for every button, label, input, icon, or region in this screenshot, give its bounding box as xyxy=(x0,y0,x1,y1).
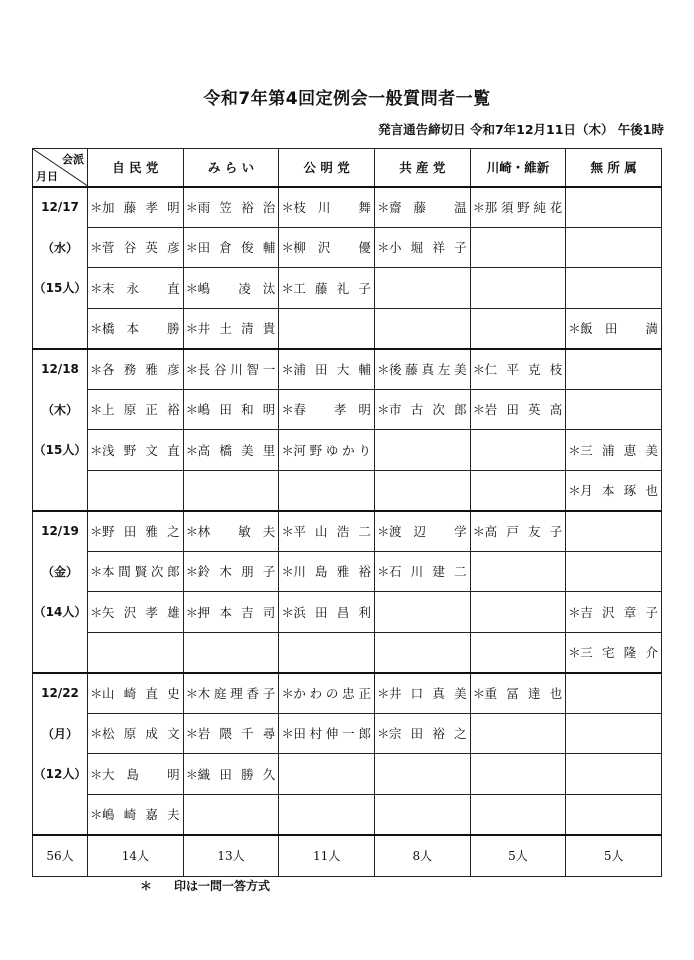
questioner-cell xyxy=(88,470,184,511)
asterisk-icon: ＊ xyxy=(568,321,581,336)
asterisk-icon: ＊ xyxy=(568,604,581,620)
asterisk-icon: ＊ xyxy=(281,442,294,458)
questioner-cell xyxy=(566,632,662,673)
member-name: 田 村 伸 一 郎 xyxy=(293,726,371,742)
questioner-cell xyxy=(374,632,470,673)
corner-date-label: 月日 xyxy=(36,169,58,183)
asterisk-icon: ＊ xyxy=(376,726,390,742)
questioner-cell xyxy=(470,227,566,268)
questioner-cell xyxy=(279,470,375,511)
member-name: 浅 野 文 直 xyxy=(102,442,180,458)
table-row xyxy=(33,349,662,390)
questioner-cell xyxy=(566,673,662,714)
table-row xyxy=(33,673,662,714)
questioner-cell xyxy=(470,713,566,754)
questioner-cell xyxy=(183,430,279,471)
member-name: 嶋 崎 嘉 夫 xyxy=(102,807,180,822)
asterisk-icon: ＊ xyxy=(185,442,199,458)
member-name: 末 永 直 xyxy=(102,280,180,296)
questioner-cell xyxy=(88,308,184,349)
questioner-cell xyxy=(374,349,470,390)
questioner-cell xyxy=(183,511,279,552)
date-cell: （金） xyxy=(33,551,88,592)
questioner-cell xyxy=(374,308,470,349)
questioner-cell xyxy=(374,470,470,511)
date-cell: （木） xyxy=(33,389,88,430)
questioner-cell xyxy=(470,430,566,471)
member-name: 渡 辺 学 xyxy=(388,524,467,539)
questioner-cell xyxy=(88,268,184,309)
questioner-cell xyxy=(183,470,279,511)
asterisk-icon: ＊ xyxy=(185,280,199,296)
questioner-cell xyxy=(88,592,184,633)
corner-cell xyxy=(33,149,88,187)
date-cell xyxy=(33,632,88,673)
member-name: 岩 田 英 高 xyxy=(484,402,563,418)
table-row xyxy=(33,592,662,633)
asterisk-icon: ＊ xyxy=(185,402,199,418)
member-name: 柳 沢 優 xyxy=(293,240,371,256)
questioner-cell xyxy=(88,349,184,390)
questioner-cell xyxy=(374,713,470,754)
asterisk-icon: ＊ xyxy=(281,604,294,620)
total-cell: 56人 xyxy=(33,835,88,877)
asterisk-icon: ＊ xyxy=(185,321,199,336)
questioner-cell xyxy=(183,308,279,349)
asterisk-icon: ＊ xyxy=(472,200,486,215)
questioner-cell xyxy=(374,673,470,714)
questioner-cell xyxy=(183,389,279,430)
party-header: 無 所 属 xyxy=(566,149,662,187)
questioner-cell xyxy=(183,227,279,268)
questioner-cell xyxy=(279,551,375,592)
header-row xyxy=(33,149,662,187)
questioner-cell xyxy=(88,794,184,835)
questioner-cell xyxy=(183,713,279,754)
asterisk-icon: ＊ xyxy=(185,686,199,701)
member-name: 齋 藤 温 xyxy=(388,200,467,215)
questioner-cell xyxy=(183,794,279,835)
total-cell: 8人 xyxy=(374,835,470,877)
corner-party-label: 会派 xyxy=(62,153,84,166)
questioner-cell xyxy=(566,713,662,754)
table-row xyxy=(33,754,662,795)
questioner-cell xyxy=(279,713,375,754)
asterisk-icon: ＊ xyxy=(185,604,199,620)
member-name: 三 浦 恵 美 xyxy=(580,442,658,458)
questioner-cell xyxy=(470,349,566,390)
member-name: 吉 沢 章 子 xyxy=(580,604,658,620)
asterisk-icon: ＊ xyxy=(90,200,103,215)
questioner-cell xyxy=(279,592,375,633)
asterisk-icon: ＊ xyxy=(281,726,294,742)
asterisk-icon: ＊ xyxy=(376,200,390,215)
asterisk-icon: ＊ xyxy=(185,766,199,782)
date-cell: （14人） xyxy=(33,592,88,633)
member-name: 石 川 建 二 xyxy=(388,564,467,580)
asterisk-icon: ＊ xyxy=(376,686,390,701)
questioner-cell xyxy=(566,187,662,228)
member-name: か わ の 忠 正 xyxy=(293,686,371,701)
footnote-text: 印は一問一答方式 xyxy=(174,879,271,893)
asterisk-icon: ＊ xyxy=(90,362,103,377)
member-name: 田 倉 俊 輔 xyxy=(197,240,276,256)
member-name: 川 島 雅 裕 xyxy=(293,564,371,580)
party-header: 共 産 党 xyxy=(374,149,470,187)
questioner-cell xyxy=(470,187,566,228)
questioner-cell xyxy=(470,551,566,592)
member-name: 月 本 琢 也 xyxy=(580,483,658,498)
asterisk-icon: ＊ xyxy=(90,766,103,782)
questioner-cell xyxy=(470,389,566,430)
asterisk-icon: ＊ xyxy=(281,200,294,215)
questioner-cell xyxy=(566,754,662,795)
questioner-cell xyxy=(279,794,375,835)
asterisk-icon: ＊ xyxy=(472,524,486,539)
member-name: 林 敏 夫 xyxy=(197,524,276,539)
member-name: 加 藤 孝 明 xyxy=(102,200,180,215)
questioner-cell xyxy=(566,794,662,835)
questioner-cell xyxy=(470,592,566,633)
total-cell: 11人 xyxy=(279,835,375,877)
questioner-cell xyxy=(183,349,279,390)
member-name: 鈴 木 朋 子 xyxy=(197,564,276,580)
questioner-cell xyxy=(279,187,375,228)
member-name: 那 須 野 純 花 xyxy=(484,200,563,215)
asterisk-icon: ＊ xyxy=(90,280,103,296)
footnote xyxy=(140,877,270,894)
asterisk-icon: ＊ xyxy=(376,240,390,256)
asterisk-icon: ＊ xyxy=(185,362,199,377)
questioner-cell xyxy=(88,551,184,592)
asterisk-icon: ＊ xyxy=(90,524,103,539)
questioner-cell xyxy=(470,754,566,795)
questioner-cell xyxy=(566,349,662,390)
asterisk-icon: ＊ xyxy=(281,362,294,377)
member-name: 上 原 正 裕 xyxy=(102,402,180,418)
member-name: 菅 谷 英 彦 xyxy=(102,240,180,256)
member-name: 小 堀 祥 子 xyxy=(388,240,467,256)
page-title: 令和7年第4回定例会一般質問者一覧 xyxy=(203,89,491,109)
questioner-cell xyxy=(470,794,566,835)
date-cell: （15人） xyxy=(33,430,88,471)
member-name: 嶋 田 和 明 xyxy=(197,402,276,418)
questioner-cell xyxy=(374,511,470,552)
member-name: 河 野 ゆ か り xyxy=(293,442,371,458)
date-cell: 12/22 xyxy=(33,673,88,714)
date-cell xyxy=(33,470,88,511)
questioner-cell xyxy=(88,673,184,714)
member-name: 井 土 清 貴 xyxy=(197,321,276,336)
asterisk-icon: ＊ xyxy=(90,807,103,822)
member-name: 井 口 真 美 xyxy=(388,686,467,701)
table-row xyxy=(33,227,662,268)
member-name: 雨 笠 裕 治 xyxy=(197,200,276,215)
party-header: 川崎・維新 xyxy=(470,149,566,187)
questioner-cell xyxy=(279,349,375,390)
asterisk-icon: ＊ xyxy=(376,564,390,580)
member-name: 仁 平 克 枝 xyxy=(484,362,563,377)
questioner-cell xyxy=(88,430,184,471)
asterisk-icon: ＊ xyxy=(185,726,199,742)
questioner-cell xyxy=(566,227,662,268)
member-name: 野 田 雅 之 xyxy=(102,524,180,539)
questioner-cell xyxy=(566,430,662,471)
date-cell xyxy=(33,794,88,835)
questioner-cell xyxy=(470,511,566,552)
questioner-cell xyxy=(183,673,279,714)
asterisk-icon: ＊ xyxy=(90,604,103,620)
questioner-cell xyxy=(183,632,279,673)
asterisk-icon: ＊ xyxy=(472,402,486,418)
questioner-cell xyxy=(374,592,470,633)
asterisk-icon: ＊ xyxy=(185,524,199,539)
asterisk-icon: ＊ xyxy=(90,726,103,742)
questioner-cell xyxy=(183,268,279,309)
asterisk-icon: ＊ xyxy=(281,524,294,539)
questioner-cell xyxy=(374,794,470,835)
party-header: み ら い xyxy=(183,149,279,187)
questioner-cell xyxy=(374,430,470,471)
questioner-cell xyxy=(183,551,279,592)
questioner-cell xyxy=(566,551,662,592)
member-name: 浦 田 大 輔 xyxy=(293,362,371,377)
questioner-cell xyxy=(88,632,184,673)
member-name: 松 原 成 文 xyxy=(102,726,180,742)
questioner-cell xyxy=(183,592,279,633)
table-row xyxy=(33,551,662,592)
questioner-cell xyxy=(374,754,470,795)
member-name: 嶋 凌 汰 xyxy=(197,280,276,296)
questioner-cell xyxy=(88,187,184,228)
member-name: 橋 本 勝 xyxy=(102,321,180,336)
member-name: 後 藤 真 左 美 xyxy=(388,362,467,377)
questioner-cell xyxy=(88,389,184,430)
table-row xyxy=(33,511,662,552)
date-cell: （水） xyxy=(33,227,88,268)
member-name: 春 孝 明 xyxy=(293,402,371,418)
questioner-cell xyxy=(279,754,375,795)
questioner-cell xyxy=(374,227,470,268)
questioner-cell xyxy=(374,268,470,309)
asterisk-icon: ＊ xyxy=(185,564,199,580)
asterisk-icon: ＊ xyxy=(568,645,581,660)
asterisk-icon: ＊ xyxy=(568,483,581,498)
member-name: 大 島 明 xyxy=(102,766,180,782)
member-name: 山 崎 直 史 xyxy=(102,686,180,701)
asterisk-icon: ＊ xyxy=(90,321,103,336)
table-row xyxy=(33,430,662,471)
questioner-cell xyxy=(470,632,566,673)
asterisk-icon: ＊ xyxy=(90,402,103,418)
questioner-cell xyxy=(566,389,662,430)
questioner-cell xyxy=(88,754,184,795)
member-name: 矢 沢 孝 雄 xyxy=(102,604,180,620)
total-cell: 14人 xyxy=(88,835,184,877)
questioner-cell xyxy=(279,389,375,430)
asterisk-icon: ＊ xyxy=(568,442,581,458)
member-name: 各 務 雅 彦 xyxy=(102,362,180,377)
deadline-text: 発言通告締切日 令和7年12月11日（木） 午後1時 xyxy=(378,122,664,137)
questioner-table xyxy=(32,148,662,877)
asterisk-icon: ＊ xyxy=(90,686,103,701)
questioner-cell xyxy=(374,187,470,228)
total-cell: 5人 xyxy=(566,835,662,877)
asterisk-icon: ＊ xyxy=(376,402,390,418)
member-name: 工 藤 礼 子 xyxy=(293,280,371,296)
asterisk-icon: ＊ xyxy=(90,564,103,580)
questioner-cell xyxy=(279,430,375,471)
member-name: 長 谷 川 智 一 xyxy=(197,362,276,377)
questioner-cell xyxy=(279,227,375,268)
questioner-cell xyxy=(470,308,566,349)
total-cell: 5人 xyxy=(470,835,566,877)
member-name: 高 戸 友 子 xyxy=(484,524,563,539)
questioner-cell xyxy=(470,673,566,714)
questioner-cell xyxy=(470,268,566,309)
questioner-cell xyxy=(279,632,375,673)
table-row xyxy=(33,308,662,349)
member-name: 高 橋 美 里 xyxy=(197,442,276,458)
member-name: 織 田 勝 久 xyxy=(197,766,276,782)
questioner-cell xyxy=(566,470,662,511)
asterisk-icon: ＊ xyxy=(90,240,103,256)
table-row xyxy=(33,713,662,754)
table-row xyxy=(33,389,662,430)
questioner-cell xyxy=(374,551,470,592)
member-name: 枝 川 舞 xyxy=(293,200,371,215)
asterisk-icon: ＊ xyxy=(472,686,486,701)
totals-row xyxy=(33,835,662,877)
questioner-cell xyxy=(470,470,566,511)
member-name: 岩 隈 千 尋 xyxy=(197,726,276,742)
table-row xyxy=(33,632,662,673)
questioner-cell xyxy=(566,511,662,552)
asterisk-icon: ＊ xyxy=(376,524,390,539)
questioner-cell xyxy=(566,592,662,633)
member-name: 飯 田 満 xyxy=(580,321,658,336)
table-row xyxy=(33,470,662,511)
questioner-cell xyxy=(279,673,375,714)
member-name: 重 冨 達 也 xyxy=(484,686,563,701)
questioner-cell xyxy=(88,511,184,552)
date-cell: 12/19 xyxy=(33,511,88,552)
member-name: 本 間 賢 次 郎 xyxy=(102,564,180,580)
member-name: 平 山 浩 二 xyxy=(293,524,371,539)
asterisk-icon: ＊ xyxy=(281,564,294,580)
asterisk-icon: ＊ xyxy=(185,200,199,215)
date-cell: （月） xyxy=(33,713,88,754)
asterisk-icon: ＊ xyxy=(185,240,199,256)
date-cell: 12/17 xyxy=(33,187,88,228)
questioner-cell xyxy=(88,227,184,268)
asterisk-icon: ＊ xyxy=(281,280,294,296)
date-cell: （15人） xyxy=(33,268,88,309)
asterisk-icon: ＊ xyxy=(90,442,103,458)
asterisk-icon: ＊ xyxy=(281,686,294,701)
member-name: 三 宅 隆 介 xyxy=(580,645,658,660)
asterisk-icon: ＊ xyxy=(281,402,294,418)
party-header: 公 明 党 xyxy=(279,149,375,187)
asterisk-icon: ＊ xyxy=(472,362,486,377)
questioner-cell xyxy=(183,187,279,228)
table-row xyxy=(33,187,662,228)
asterisk-icon: ＊ xyxy=(281,240,294,256)
questioner-cell xyxy=(566,308,662,349)
questioner-cell xyxy=(374,389,470,430)
member-name: 宗 田 裕 之 xyxy=(388,726,467,742)
questioner-cell xyxy=(183,754,279,795)
questioner-cell xyxy=(279,308,375,349)
date-cell xyxy=(33,308,88,349)
member-name: 木 庭 理 香 子 xyxy=(197,686,276,701)
member-name: 押 本 吉 司 xyxy=(197,604,276,620)
questioner-cell xyxy=(88,713,184,754)
date-cell: （12人） xyxy=(33,754,88,795)
table-row xyxy=(33,268,662,309)
total-cell: 13人 xyxy=(183,835,279,877)
questioner-cell xyxy=(279,268,375,309)
member-name: 市 古 次 郎 xyxy=(388,402,467,418)
member-name: 浜 田 昌 利 xyxy=(293,604,371,620)
date-cell: 12/18 xyxy=(33,349,88,390)
party-header: 自 民 党 xyxy=(88,149,184,187)
questioner-cell xyxy=(279,511,375,552)
table-row xyxy=(33,794,662,835)
questioner-cell xyxy=(566,268,662,309)
asterisk-icon: ＊ xyxy=(140,879,153,893)
asterisk-icon: ＊ xyxy=(376,362,390,377)
